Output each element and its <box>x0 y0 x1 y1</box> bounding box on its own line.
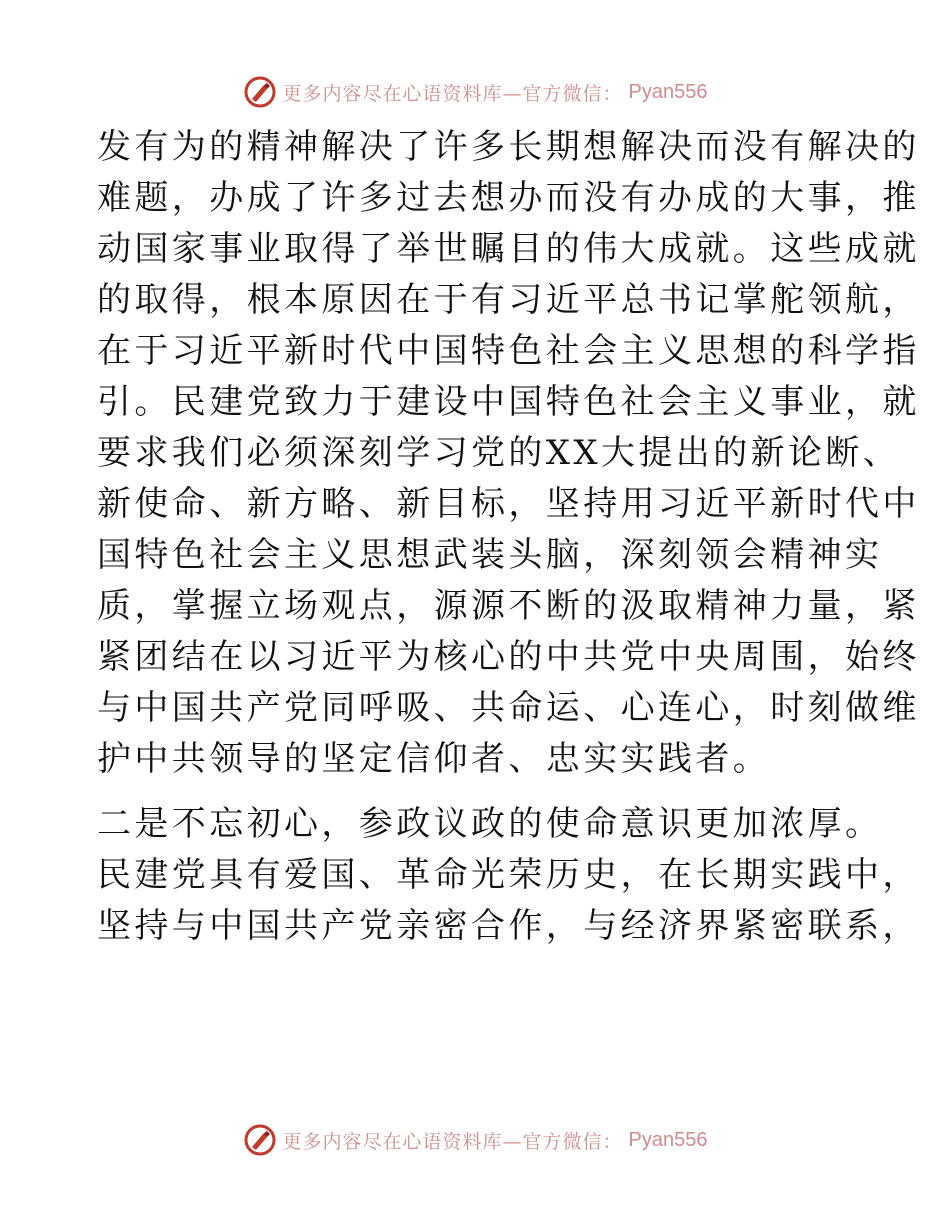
text-line: 坚持与中国共产党亲密合作，与经济界紧密联系， <box>97 906 920 946</box>
text-line: 要求我们必须深刻学习党的XX大提出的新论断、 <box>97 433 901 473</box>
text-line: 护中共领导的坚定信仰者、忠实实践者。 <box>97 739 771 779</box>
text-line: 的取得，根本原因在于有习近平总书记掌舵领航， <box>97 280 920 320</box>
text-line: 发有为的精神解决了许多长期想解决而没有解决的 <box>97 127 920 167</box>
footer-watermark <box>0 1120 950 1160</box>
text-line: 新使命、新方略、新目标，坚持用习近平新时代中 <box>97 484 920 524</box>
logo-pen-icon <box>243 75 277 109</box>
text-line: 动国家事业取得了举世瞩目的伟大成就。这些成就 <box>97 229 920 269</box>
watermark-text: 更多内容尽在心语资料库—官方微信： <box>282 82 623 105</box>
watermark-wechat-id: Pyan556 <box>628 1128 708 1151</box>
paragraph-gap <box>97 785 857 799</box>
header-watermark <box>0 72 950 112</box>
text-line: 与中国共产党同呼吸、共命运、心连心，时刻做维 <box>97 688 920 728</box>
logo-pen-icon <box>243 1123 277 1157</box>
text-line: 在于习近平新时代中国特色社会主义思想的科学指 <box>97 331 920 371</box>
text-line: 难题，办成了许多过去想办而没有办成的大事，推 <box>97 178 920 218</box>
watermark-text: 更多内容尽在心语资料库—官方微信： <box>282 1130 623 1153</box>
text-line: 国特色社会主义思想武装头脑，深刻领会精神实 <box>97 535 883 575</box>
text-line: 民建党具有爱国、革命光荣历史，在长期实践中， <box>97 855 920 895</box>
watermark-wechat-id: Pyan556 <box>628 80 708 103</box>
document-body <box>97 122 920 952</box>
text-line: 质，掌握立场观点，源源不断的汲取精神力量，紧 <box>97 586 920 626</box>
text-line: 引。民建党致力于建设中国特色社会主义事业，就 <box>97 382 920 422</box>
text-line: 紧团结在以习近平为核心的中共党中央周围，始终 <box>97 637 920 677</box>
text-line: 二是不忘初心，参政议政的使命意识更加浓厚。 <box>97 804 883 844</box>
